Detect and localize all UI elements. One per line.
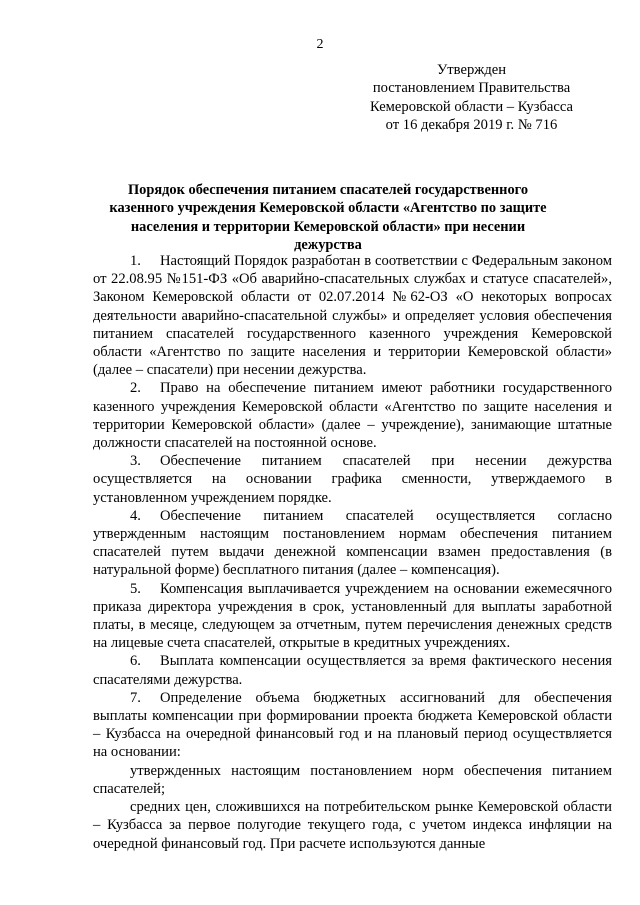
subparagraph-2: средних цен, сложившихся на потребительском рынке Кемеровской области – Кузбасса за первое полугодие текущего года, с учетом индекса инфляции на очередной финансовый год. При расчете используются данные (93, 799, 612, 852)
paragraph-text: Право на обеспечение питанием имеют работники государственного казенного учреждения Кемеровской области «Агентство по защите населения и территории Кемеровской области» (далее – учреждение), занимающие штатные должности спасателей на постоянной основе. (93, 380, 612, 452)
subparagraph-1: утвержденных настоящим постановлением норм обеспечения питанием спасателей; (93, 762, 612, 797)
paragraph-number: 6. (130, 653, 141, 670)
paragraph-5 (93, 580, 612, 653)
approval-line: Утвержден (436, 62, 507, 78)
paragraph-text: Компенсация выплачивается учреждением на основании ежемесячного приказа директора учреждения в срок, установленный для выплаты заработной платы, в месяце, следующем за отчетным, путем перечисления денежных средств на лицевые счета спасателей, открытые в кредитных учреждениях. (93, 580, 612, 652)
approval-stamp (340, 61, 603, 134)
paragraph-number: 7. (130, 689, 141, 706)
approval-line: Кемеровской области – Кузбасса (370, 98, 573, 115)
approval-line: постановлением Правительства (372, 80, 571, 97)
document-title: Порядок обеспечения питанием спасателей государственного казенного учреждения Кемеровской области «Агентство по защите населения и территории Кемеровской области» при несении дежурства (109, 182, 547, 253)
paragraph-3 (93, 452, 612, 507)
page-number: 2 (316, 37, 324, 52)
paragraph-number: 3. (130, 453, 141, 470)
paragraph-text: Обеспечение питанием спасателей при несении дежурства осуществляется на основании графика сменности, утверждаемого в установленном учреждением порядке. (93, 453, 612, 506)
paragraph-number: 5. (130, 580, 141, 597)
paragraph-6 (93, 652, 612, 688)
paragraph-number: 2. (130, 380, 141, 397)
paragraph-text: Определение объема бюджетных ассигнований для обеспечения выплаты компенсации при формировании проекта бюджета Кемеровской области – Кузбасса на очередной финансовый год и на плановый период осуществляется на основании: (93, 689, 612, 761)
paragraph-text: Обеспечение питанием спасателей осуществляется согласно утвержденным настоящим постановлением нормам обеспечения питанием спасателей путем выдачи денежной компенсации взамен предоставления (в натуральной форме) бесплатного питания (далее – компенсация). (93, 507, 612, 579)
paragraph-text: Выплата компенсации осуществляется за время фактического несения спасателями дежурства. (93, 653, 612, 688)
document-body (93, 252, 612, 853)
paragraph-2 (93, 379, 612, 452)
paragraph-text: Настоящий Порядок разработан в соответствии с Федеральным законом от 22.08.95 №151-ФЗ «Об аварийно-спасательных службах и статусе спасателей», Законом Кемеровской области от 02.07.2014 №62-ОЗ «О некоторых вопросах деятельности аварийно-спасательной службы» и определяет условия обеспечения питанием спасателей государственного казенного учреждения Кемеровской области «Агентство по защите населения и территории Кемеровской области» (далее – спасатели) при несении дежурства. (93, 253, 612, 379)
paragraph-4 (93, 507, 612, 580)
paragraph-number: 4. (130, 507, 141, 524)
paragraph-7 (93, 689, 612, 762)
paragraph-number: 1. (130, 253, 141, 269)
paragraph-1 (93, 252, 612, 379)
approval-line: от 16 декабря 2019 г. № 716 (385, 116, 558, 133)
